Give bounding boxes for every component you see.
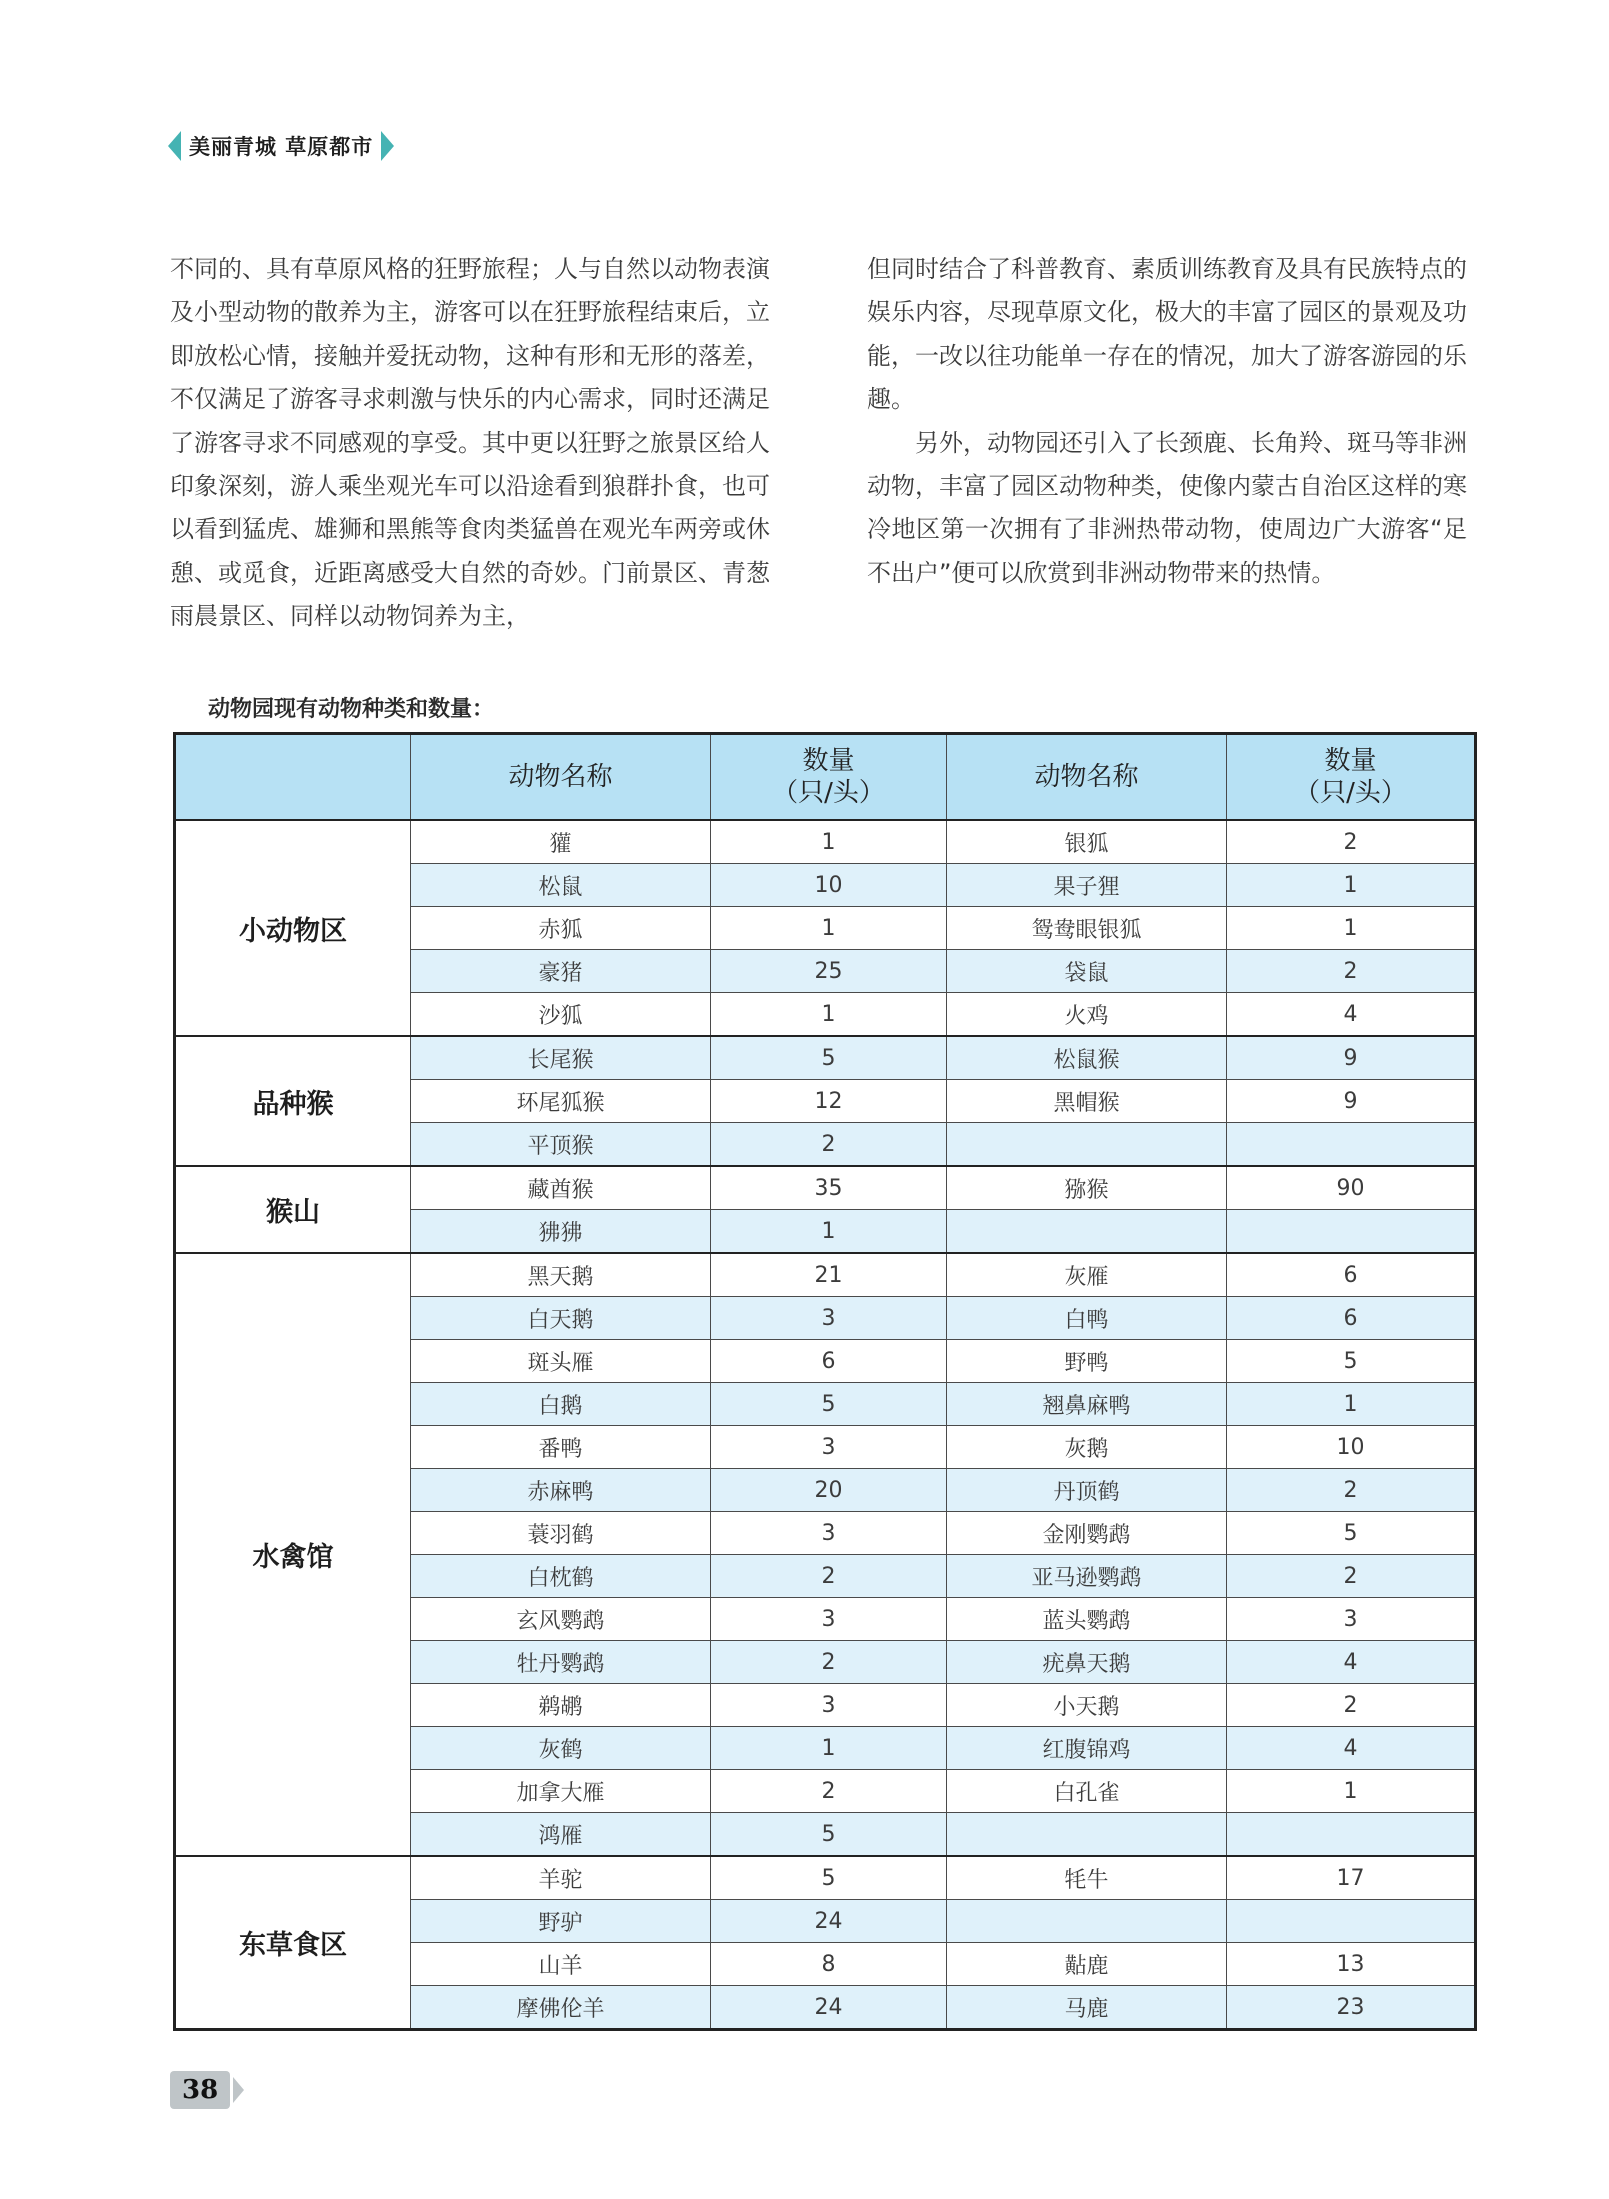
animal-name-cell: 金刚鹦鹉	[947, 1512, 1227, 1555]
header-count-unit: （只/头）	[772, 778, 885, 808]
right-chevron-icon	[381, 131, 394, 161]
animal-name-cell: 鹈鹕	[411, 1684, 711, 1727]
table-header-row	[175, 734, 1476, 821]
animal-count-cell: 5	[711, 1036, 947, 1080]
animal-count-cell: 5	[1227, 1512, 1476, 1555]
animal-name-cell: 白枕鹤	[411, 1555, 711, 1598]
animal-name-cell: 狒狒	[411, 1210, 711, 1254]
header-count-label: 数量	[1324, 746, 1377, 776]
animal-name-cell: 白鸭	[947, 1297, 1227, 1340]
zone-name: 小动物区	[175, 820, 411, 1036]
animal-count-cell: 3	[1227, 1598, 1476, 1641]
animal-name-cell: 白孔雀	[947, 1770, 1227, 1813]
animal-count-cell: 21	[711, 1253, 947, 1297]
animal-count-cell: 1	[711, 1727, 947, 1770]
table-caption: 动物园现有动物种类和数量：	[208, 697, 495, 722]
animal-count-cell: 2	[711, 1770, 947, 1813]
animal-count-cell: 24	[711, 1986, 947, 2030]
animal-name-cell: 疣鼻天鹅	[947, 1641, 1227, 1684]
animal-name-cell: 藏酋猴	[411, 1166, 711, 1210]
animal-name-cell: 火鸡	[947, 993, 1227, 1037]
animal-count-cell: 2	[1227, 1684, 1476, 1727]
animal-count-cell: 5	[711, 1383, 947, 1426]
header-count	[711, 734, 947, 821]
animal-name-cell: 加拿大雁	[411, 1770, 711, 1813]
animal-name-cell: 蓑羽鹤	[411, 1512, 711, 1555]
body-paragraph: 但同时结合了科普教育、素质训练教育及具有民族特点的娱乐内容，尽现草原文化，极大的丰富了园区的景观及功能，一改以往功能单一存在的情况，加大了游客游园的乐趣。	[867, 255, 1467, 414]
animal-name-cell: 灰鹤	[411, 1727, 711, 1770]
header-zone-blank	[175, 734, 411, 821]
animal-name-cell: 果子狸	[947, 864, 1227, 907]
animal-count-cell: 8	[711, 1943, 947, 1986]
table-row	[175, 1253, 1476, 1297]
animal-name-cell: 袋鼠	[947, 950, 1227, 993]
animal-count-cell: 12	[711, 1080, 947, 1123]
animal-name-cell: 斑头雁	[411, 1340, 711, 1383]
animal-count-cell: 2	[1227, 950, 1476, 993]
animal-name-cell: 野驴	[411, 1900, 711, 1943]
animal-count-cell: 24	[711, 1900, 947, 1943]
animal-name-cell: 山羊	[411, 1943, 711, 1986]
animal-name-cell	[947, 1813, 1227, 1857]
animal-count-cell: 90	[1227, 1166, 1476, 1210]
running-header	[168, 128, 394, 164]
animal-name-cell: 银狐	[947, 820, 1227, 864]
animal-name-cell: 翘鼻麻鸭	[947, 1383, 1227, 1426]
zone-name: 品种猴	[175, 1036, 411, 1166]
zone-name: 水禽馆	[175, 1253, 411, 1856]
animal-count-cell: 1	[1227, 864, 1476, 907]
animal-count-cell	[1227, 1813, 1476, 1857]
animal-table-wrapper	[173, 732, 1474, 2031]
animal-name-cell: 黇鹿	[947, 1943, 1227, 1986]
animal-count-cell: 4	[1227, 993, 1476, 1037]
animal-count-cell: 3	[711, 1598, 947, 1641]
animal-name-cell: 獾	[411, 820, 711, 864]
animal-count-cell: 1	[1227, 1770, 1476, 1813]
running-header-title: 美丽青城 草原都市	[189, 135, 374, 159]
animal-count-cell: 3	[711, 1512, 947, 1555]
animal-count-cell: 1	[711, 1210, 947, 1254]
animal-name-cell: 松鼠	[411, 864, 711, 907]
left-chevron-icon	[168, 131, 181, 161]
animal-table	[173, 732, 1477, 2031]
animal-name-cell: 灰雁	[947, 1253, 1227, 1297]
animal-name-cell: 灰鹅	[947, 1426, 1227, 1469]
animal-name-cell: 白天鹅	[411, 1297, 711, 1340]
table-row	[175, 1036, 1476, 1080]
animal-name-cell: 红腹锦鸡	[947, 1727, 1227, 1770]
table-body	[175, 820, 1476, 2030]
animal-name-cell: 羊驼	[411, 1856, 711, 1900]
animal-name-cell: 蓝头鹦鹉	[947, 1598, 1227, 1641]
body-column-right	[867, 248, 1467, 595]
animal-name-cell: 丹顶鹤	[947, 1469, 1227, 1512]
animal-count-cell: 2	[711, 1555, 947, 1598]
animal-count-cell: 9	[1227, 1080, 1476, 1123]
animal-count-cell: 10	[1227, 1426, 1476, 1469]
animal-count-cell: 9	[1227, 1036, 1476, 1080]
animal-count-cell: 5	[1227, 1340, 1476, 1383]
animal-name-cell: 黑天鹅	[411, 1253, 711, 1297]
animal-count-cell: 5	[711, 1813, 947, 1857]
table-row	[175, 1166, 1476, 1210]
animal-count-cell: 6	[711, 1340, 947, 1383]
animal-count-cell: 6	[1227, 1297, 1476, 1340]
animal-count-cell: 35	[711, 1166, 947, 1210]
animal-count-cell: 10	[711, 864, 947, 907]
animal-count-cell: 2	[1227, 1469, 1476, 1512]
body-paragraph: 不同的、具有草原风格的狂野旅程；人与自然以动物表演及小型动物的散养为主，游客可以在狂野旅程结束后，立即放松心情，接触并爱抚动物，这种有形和无形的落差，不仅满足了游客寻求刺激与快乐的内心需求，同时还满足了游客寻求不同感观的享受。其中更以狂野之旅景区给人印象深刻，游人乘坐观光车可以沿途看到狼群扑食，也可以看到猛虎、雄狮和黑熊等食肉类猛兽在观光车两旁或休憩、或觅食，近距离感受大自然的奇妙。门前景区、青葱雨晨景区、同样以动物饲养为主，	[170, 255, 770, 631]
animal-count-cell: 1	[711, 907, 947, 950]
animal-count-cell: 3	[711, 1297, 947, 1340]
animal-name-cell	[947, 1210, 1227, 1254]
animal-count-cell	[1227, 1900, 1476, 1943]
animal-name-cell: 沙狐	[411, 993, 711, 1037]
animal-name-cell: 亚马逊鹦鹉	[947, 1555, 1227, 1598]
animal-name-cell: 黑帽猴	[947, 1080, 1227, 1123]
animal-name-cell: 牡丹鹦鹉	[411, 1641, 711, 1684]
header-count-label: 数量	[802, 746, 855, 776]
animal-count-cell: 1	[711, 993, 947, 1037]
table-row	[175, 820, 1476, 864]
animal-count-cell: 6	[1227, 1253, 1476, 1297]
animal-count-cell: 2	[711, 1123, 947, 1167]
animal-count-cell: 3	[711, 1684, 947, 1727]
animal-name-cell: 小天鹅	[947, 1684, 1227, 1727]
animal-name-cell: 鸿雁	[411, 1813, 711, 1857]
animal-name-cell: 摩佛伦羊	[411, 1986, 711, 2030]
header-count	[1227, 734, 1476, 821]
animal-count-cell	[1227, 1210, 1476, 1254]
body-column-left	[170, 248, 770, 639]
page-number: 38	[170, 2071, 230, 2109]
animal-name-cell: 平顶猴	[411, 1123, 711, 1167]
animal-name-cell	[947, 1123, 1227, 1167]
header-animal-name: 动物名称	[947, 734, 1227, 821]
animal-name-cell: 猕猴	[947, 1166, 1227, 1210]
animal-count-cell: 4	[1227, 1727, 1476, 1770]
animal-name-cell: 鸳鸯眼银狐	[947, 907, 1227, 950]
animal-count-cell: 17	[1227, 1856, 1476, 1900]
animal-count-cell: 13	[1227, 1943, 1476, 1986]
animal-name-cell: 牦牛	[947, 1856, 1227, 1900]
animal-count-cell: 5	[711, 1856, 947, 1900]
zone-name: 东草食区	[175, 1856, 411, 2030]
animal-name-cell: 环尾狐猴	[411, 1080, 711, 1123]
zone-name: 猴山	[175, 1166, 411, 1253]
animal-name-cell: 野鸭	[947, 1340, 1227, 1383]
animal-name-cell	[947, 1900, 1227, 1943]
animal-count-cell	[1227, 1123, 1476, 1167]
animal-count-cell: 25	[711, 950, 947, 993]
animal-count-cell: 1	[711, 820, 947, 864]
animal-count-cell: 1	[1227, 907, 1476, 950]
animal-name-cell: 马鹿	[947, 1986, 1227, 2030]
animal-name-cell: 赤麻鸭	[411, 1469, 711, 1512]
header-animal-name: 动物名称	[411, 734, 711, 821]
animal-count-cell: 2	[711, 1641, 947, 1684]
header-count-unit: （只/头）	[1294, 778, 1407, 808]
animal-name-cell: 玄风鹦鹉	[411, 1598, 711, 1641]
animal-count-cell: 2	[1227, 1555, 1476, 1598]
animal-name-cell: 白鹅	[411, 1383, 711, 1426]
animal-count-cell: 3	[711, 1426, 947, 1469]
animal-name-cell: 豪猪	[411, 950, 711, 993]
animal-name-cell: 长尾猴	[411, 1036, 711, 1080]
animal-count-cell: 2	[1227, 820, 1476, 864]
animal-name-cell: 松鼠猴	[947, 1036, 1227, 1080]
animal-count-cell: 20	[711, 1469, 947, 1512]
animal-name-cell: 赤狐	[411, 907, 711, 950]
animal-name-cell: 番鸭	[411, 1426, 711, 1469]
animal-count-cell: 4	[1227, 1641, 1476, 1684]
animal-count-cell: 23	[1227, 1986, 1476, 2030]
page-number-badge	[170, 2070, 244, 2110]
animal-count-cell: 1	[1227, 1383, 1476, 1426]
table-row	[175, 1856, 1476, 1900]
body-paragraph: 另外，动物园还引入了长颈鹿、长角羚、斑马等非洲动物，丰富了园区动物种类，使像内蒙古自治区这样的寒冷地区第一次拥有了非洲热带动物，使周边广大游客“足不出户”便可以欣赏到非洲动物带来的热情。	[867, 428, 1467, 587]
page-arrow-icon	[233, 2077, 244, 2103]
